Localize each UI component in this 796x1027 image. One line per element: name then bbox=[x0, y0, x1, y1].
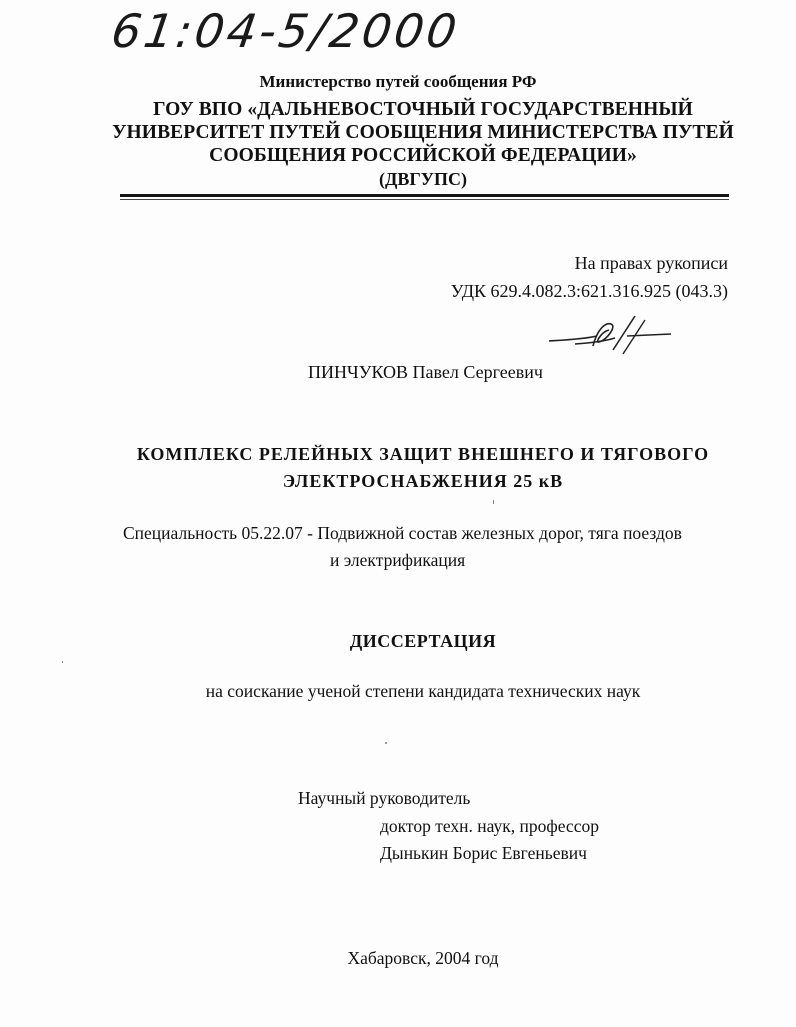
archive-number: 61:04-5/2000 bbox=[108, 4, 463, 58]
ministry-name: Министерство путей сообщения РФ bbox=[259, 72, 537, 91]
specialty-line-2: и электрификация bbox=[330, 550, 466, 570]
header-divider bbox=[120, 194, 729, 197]
manuscript-rights-note: На правах рукописи bbox=[574, 253, 728, 273]
city-and-year: Хабаровск, 2004 год bbox=[347, 948, 499, 968]
university-abbreviation: (ДВГУПС) bbox=[378, 169, 468, 189]
scan-speck bbox=[385, 742, 387, 744]
advisor-degree: доктор техн. наук, профессор bbox=[380, 816, 599, 836]
advisor-name: Дынькин Борис Евгеньевич bbox=[380, 843, 587, 863]
author-name: ПИНЧУКОВ Павел Сергеевич bbox=[308, 362, 543, 382]
specialty-line-1: Специальность 05.22.07 - Подвижной состав железных дорог, тяга поездов bbox=[123, 523, 682, 543]
scan-speck bbox=[493, 500, 494, 504]
university-name: ГОУ ВПО «ДАЛЬНЕВОСТОЧНЫЙ ГОСУДАРСТВЕННЫЙ УНИВЕРСИТЕТ ПУТЕЙ СООБЩЕНИЯ МИНИСТЕРСТВА ПУТЕЙ СООБЩЕНИЯ РОССИЙСКОЙ ФЕДЕРАЦИИ» bbox=[112, 99, 734, 166]
document-type: ДИССЕРТАЦИЯ bbox=[349, 631, 497, 651]
header-divider-thin bbox=[120, 199, 729, 200]
dissertation-title: КОМПЛЕКС РЕЛЕЙНЫХ ЗАЩИТ ВНЕШНЕГО И ТЯГОВОГО ЭЛЕКТРОСНАБЖЕНИЯ 25 кВ bbox=[136, 444, 710, 491]
signature bbox=[545, 310, 675, 360]
degree-sought: на соискание ученой степени кандидата технических наук bbox=[205, 681, 641, 701]
udk-code: УДК 629.4.082.3:621.316.925 (043.3) bbox=[450, 281, 728, 301]
advisor-label: Научный руководитель bbox=[298, 788, 471, 808]
scan-speck bbox=[62, 661, 63, 663]
